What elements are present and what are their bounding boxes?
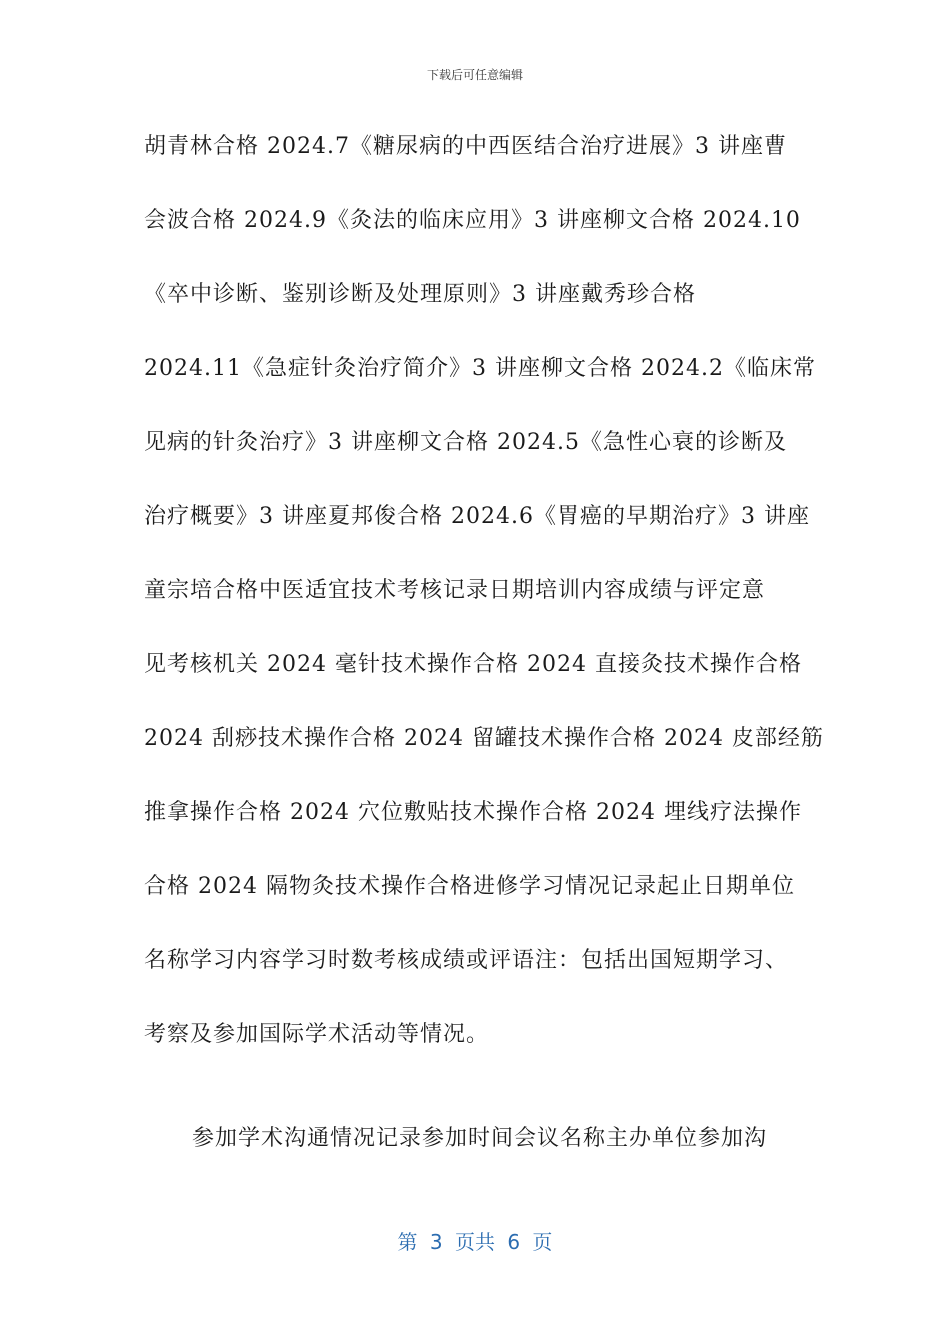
text-line: 推拿操作合格 2024 穴位敷贴技术操作合格 2024 埋线疗法操作 — [144, 800, 802, 825]
text-line: 治疗概要》3 讲座夏邦俊合格 2024.6《胃癌的早期治疗》3 讲座 — [144, 504, 810, 529]
text-line: 2024 刮痧技术操作合格 2024 留罐技术操作合格 2024 皮部经筋 — [144, 726, 824, 751]
text-line: 童宗培合格中医适宜技术考核记录日期培训内容成绩与评定意 — [144, 578, 766, 603]
paragraph-gap — [144, 1090, 814, 1120]
page-header: 下载后可任意编辑 — [426, 68, 523, 82]
text-line: 《卒中诊断、鉴别诊断及处理原则》3 讲座戴秀珍合格 — [144, 282, 696, 307]
text-line: 见病的针灸治疗》3 讲座柳文合格 2024.5《急性心衰的诊断及 — [144, 430, 787, 455]
text-line: 考察及参加国际学术活动等情况。 — [144, 1022, 490, 1047]
text-line: 合格 2024 隔物灸技术操作合格进修学习情况记录起止日期单位 — [144, 874, 795, 899]
text-line: 见考核机关 2024 毫针技术操作合格 2024 直接灸技术操作合格 — [144, 652, 802, 677]
text-line: 会波合格 2024.9《灸法的临床应用》3 讲座柳文合格 2024.10 — [144, 208, 801, 233]
text-line: 胡青林合格 2024.7《糖尿病的中西医结合治疗进展》3 讲座曹 — [144, 134, 787, 159]
document-body — [144, 128, 824, 1194]
text-line: 2024.11《急症针灸治疗简介》3 讲座柳文合格 2024.2《临床常 — [144, 356, 816, 381]
paragraph-line: 参加学术沟通情况记录参加时间会议名称主办单位参加沟 — [192, 1126, 768, 1151]
page-number: 第 3 页共 6 页 — [397, 1230, 553, 1254]
text-line: 名称学习内容学习时数考核成绩或评语注：包括出国短期学习、 — [144, 948, 789, 973]
